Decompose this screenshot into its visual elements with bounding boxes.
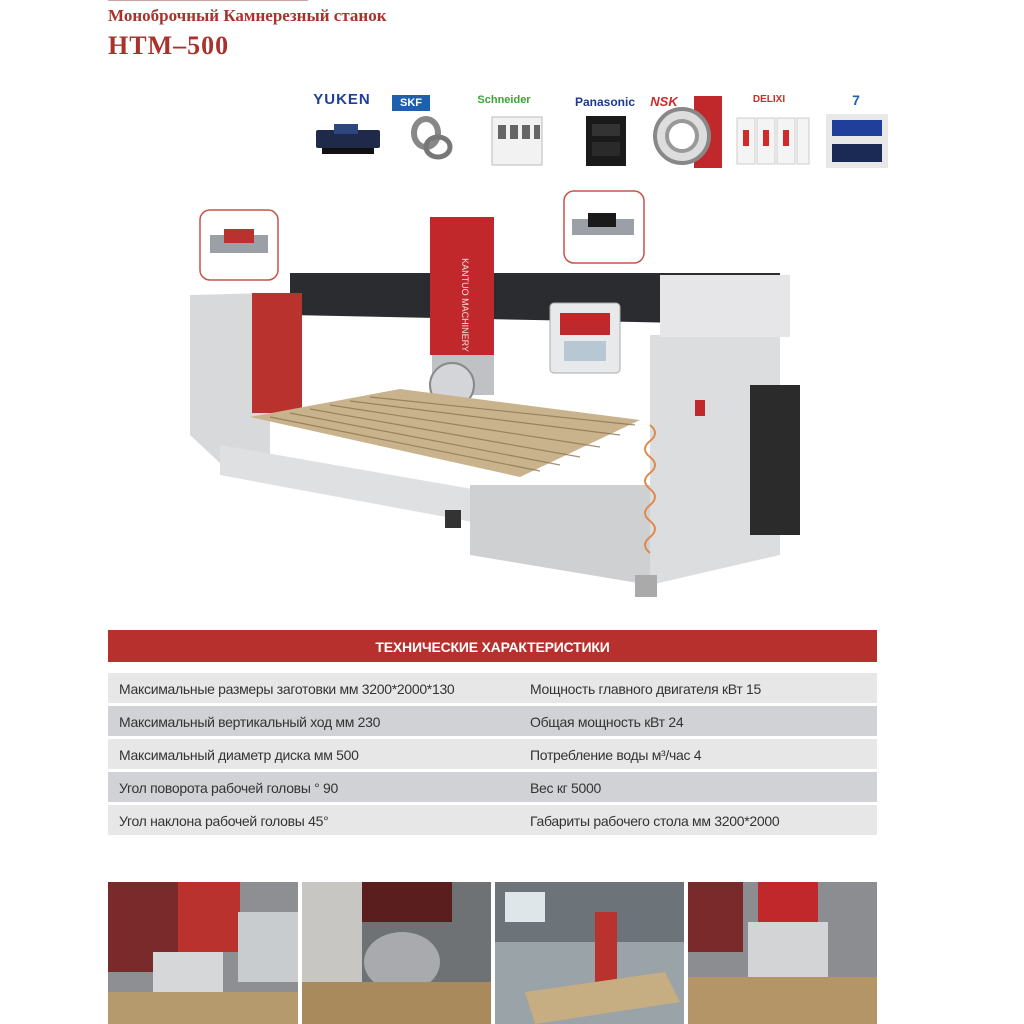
brand-delixi-logo: DELIXI — [752, 94, 786, 105]
spec-row — [108, 805, 877, 835]
spec-row — [108, 673, 877, 703]
spec-right-cell: Габариты рабочего стола мм 3200*2000 — [530, 813, 780, 829]
cropped-title-fragment — [108, 0, 368, 4]
photo-head-on-slab — [688, 882, 877, 1024]
brand-delixi — [746, 93, 792, 107]
brand-nsk-logo: NSK — [650, 94, 678, 109]
spec-right-cell: Общая мощность кВт 24 — [530, 714, 684, 730]
spec-left-cell: Максимальный вертикальный ход мм 230 — [119, 714, 381, 730]
brand-schneider-logo: Schneider — [477, 94, 531, 106]
servo-drive-image — [584, 114, 628, 168]
product-subtitle: Моноброчный Камнерезный станок — [108, 6, 387, 25]
spec-row — [108, 706, 877, 736]
brand-seventh-logo: 7 — [852, 92, 860, 108]
specs-header: ТЕХНИЧЕСКИЕ ХАРАКТЕРИСТИКИ — [108, 630, 877, 662]
photo-blade-assembly — [302, 882, 491, 1024]
nsk-bearing-image — [652, 96, 724, 170]
brand-panasonic-logo: Panasonic — [574, 95, 636, 109]
brand-skf-logo: SKF — [400, 97, 422, 109]
spec-right-cell: Потребление воды м³/час 4 — [530, 747, 702, 763]
bearing-image — [410, 113, 456, 161]
spec-left-cell: Угол наклона рабочей головы 45° — [119, 813, 329, 829]
brand-skf — [392, 95, 430, 111]
spec-left-cell: Максимальный диаметр диска мм 500 — [119, 747, 359, 763]
photo-cutting-head-closeup — [108, 882, 298, 1024]
spec-left-cell: Угол поворота рабочей головы ° 90 — [119, 780, 339, 796]
brand-panasonic — [568, 95, 642, 109]
spec-row — [108, 772, 877, 802]
model-title: HTM–500 — [108, 31, 230, 60]
hydraulic-valve-image — [312, 122, 384, 158]
bridge-saw-machine-image — [180, 185, 820, 605]
solenoid-valve-image — [824, 112, 890, 170]
photo-factory-floor — [495, 882, 684, 1024]
brand-yuken — [306, 93, 378, 107]
brand-schneider — [474, 93, 534, 107]
brand-seventh — [836, 93, 876, 107]
brand-yuken-logo: YUKEN — [313, 91, 371, 108]
column-brand-text: KANTUO MACHINERY — [460, 258, 470, 352]
circuit-breaker-image — [490, 113, 544, 169]
delixi-breaker-image — [735, 112, 811, 168]
spec-right-cell: Мощность главного двигателя кВт 15 — [530, 681, 762, 697]
spec-right-cell: Вес кг 5000 — [530, 780, 601, 796]
spec-left-cell: Максимальные размеры заготовки мм 3200*2000*130 — [119, 681, 455, 697]
spec-row — [108, 739, 877, 769]
